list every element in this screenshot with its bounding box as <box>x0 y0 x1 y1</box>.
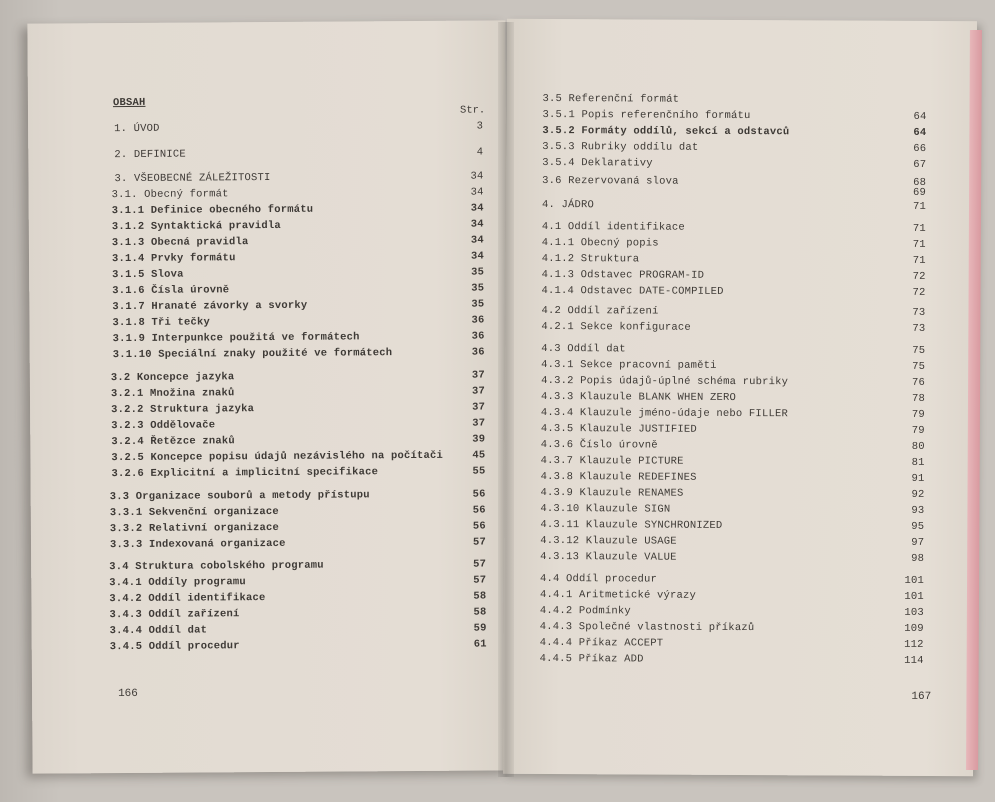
book-gutter <box>498 22 514 777</box>
toc-entry-title: 3.1.6 Čísla úrovně <box>112 284 230 298</box>
toc-entry-page: 35 <box>471 282 485 295</box>
toc-entry-title: 4.3.9 Klauzule RENAMES <box>540 486 684 500</box>
toc-entry <box>30 433 508 449</box>
toc-entry <box>506 236 976 251</box>
toc-entry-page: 36 <box>471 330 485 343</box>
toc-entry-title: 3.4.2 Oddíl identifikace <box>109 592 266 606</box>
toc-entry <box>506 268 976 283</box>
toc-entry-page: 81 <box>911 456 925 469</box>
right-page <box>503 19 977 776</box>
toc-entry-title: 3.1.10 Speciální znaky použité ve formátech <box>112 347 393 362</box>
toc-entry-title: 4.1.1 Obecný popis <box>541 236 659 250</box>
toc-entry <box>30 346 508 362</box>
toc-entry-page: 45 <box>472 449 486 462</box>
toc-entry-title: 3.3.3 Indexovaná organizace <box>109 537 286 552</box>
toc-entry <box>505 304 975 319</box>
toc-entry-title: 1. ÚVOD <box>114 122 160 136</box>
toc-entry <box>504 588 974 603</box>
toc-entry <box>506 124 976 139</box>
toc-entry-page: 57 <box>473 574 487 587</box>
toc-entry <box>506 252 976 267</box>
toc-entry <box>505 374 975 389</box>
toc-entry <box>507 92 977 106</box>
toc-entry-page: 73 <box>912 322 926 335</box>
toc-entry <box>32 638 510 654</box>
toc-entry-title: 4.1.3 Odstavec PROGRAM-ID <box>541 268 705 282</box>
toc-entry-title: 3.6 Rezervovaná slova <box>542 174 679 188</box>
toc-entry-page: 35 <box>471 266 485 279</box>
toc-entry-page: 34 <box>470 234 484 247</box>
toc-entry-page: 36 <box>471 314 485 327</box>
toc-entry <box>504 502 974 517</box>
toc-entry-title: 3.4.5 Oddíl procedur <box>109 640 240 654</box>
toc-entry <box>505 454 975 469</box>
toc-entry <box>31 504 509 520</box>
toc-entry-title: 3.5.2 Formáty oddílů, sekcí a odstavců <box>542 124 790 139</box>
toc-entry-title: 3.1.3 Obecná pravidla <box>111 236 249 250</box>
toc-entry-page: 3 <box>476 120 484 133</box>
toc-entry-title: 4.3.4 Klauzule jméno-údaje nebo FILLER <box>540 406 788 421</box>
toc-entry <box>505 406 975 421</box>
toc-entry <box>507 108 977 123</box>
toc-entry-page: 71 <box>912 200 927 213</box>
toc-entry-page: 64 <box>913 126 927 139</box>
toc-entry-page: 93 <box>911 504 925 517</box>
toc-entry-title: 3.1.7 Hranaté závorky a svorky <box>112 299 308 314</box>
toc-entry-title: 3.2.3 Oddělovače <box>111 419 216 433</box>
toc-entry-title: 4.3 Oddíl dat <box>541 342 626 356</box>
toc-entry-page: 109 <box>904 622 924 635</box>
toc-entry-title: 3.2.5 Koncepce popisu údajů nezávislého na počítači <box>111 449 444 465</box>
toc-entry <box>29 282 507 298</box>
toc-entry-title: 4.3.1 Sekce pracovní paměti <box>541 358 717 372</box>
toc-entry <box>504 620 974 635</box>
toc-entry-page: 34 <box>470 186 484 199</box>
toc-entry-title: 3.4.4 Oddíl dat <box>109 624 208 638</box>
toc-entry-title: 4.2 Oddíl zařízení <box>541 304 659 318</box>
toc-entry-title: 3.5 Referenční formát <box>542 92 680 106</box>
toc-entry-page: 91 <box>911 472 925 485</box>
toc-entry-page: 37 <box>472 417 486 430</box>
toc-entry-title: 3.1.4 Prvky formátu <box>111 252 236 266</box>
toc-entry <box>30 417 508 433</box>
toc-entry-title: 3.2.4 Řetězce znaků <box>111 435 235 449</box>
toc-entry <box>29 186 507 202</box>
toc-entry <box>29 234 507 250</box>
toc-entry-title: 4.4.1 Aritmetické výrazy <box>539 588 697 602</box>
toc-entry <box>31 520 509 536</box>
toc-entry <box>28 120 506 136</box>
toc-entry-title: 3.1.2 Syntaktická pravidla <box>111 219 281 234</box>
toc-entry <box>29 314 507 330</box>
toc-entry <box>30 330 508 346</box>
toc-entry-title: 4.3.8 Klauzule REDEFINES <box>540 470 697 484</box>
toc-entry <box>28 146 506 162</box>
toc-entry-title: 3.2.2 Struktura jazyka <box>111 403 255 417</box>
toc-entry-title: 3.1.8 Tři tečky <box>112 316 211 330</box>
toc-entry-title: 4.1.2 Struktura <box>541 252 640 266</box>
toc-entry <box>506 220 976 235</box>
toc-entry-title: 4.3.5 Klauzule JUSTIFIED <box>540 422 697 436</box>
toc-entry-page: 56 <box>472 520 486 533</box>
toc-entry-page: 98 <box>911 552 925 565</box>
toc-entry-title: 4.3.11 Klauzule SYNCHRONIZED <box>540 518 723 532</box>
toc-entry-title: 3.2 Koncepce jazyka <box>110 371 235 385</box>
toc-entry <box>30 465 508 481</box>
toc-entry <box>504 636 974 651</box>
toc-entry-page: 58 <box>473 590 487 603</box>
toc-entry-title: 3.3 Organizace souborů a metody přístupu <box>109 489 370 504</box>
toc-entry-page: 75 <box>912 344 926 357</box>
toc-entry-title: 3.3.1 Sekvenční organizace <box>109 505 279 520</box>
toc-entry-page: 57 <box>473 558 487 571</box>
toc-entry <box>29 266 507 282</box>
toc-entry-title: 3.5.1 Popis referenčního formátu <box>542 108 751 123</box>
toc-entry-page: 34 <box>470 202 484 215</box>
toc-entry <box>506 284 976 299</box>
toc-entry <box>29 298 507 314</box>
toc-entry-page: 59 <box>473 622 487 635</box>
toc-entry-page: 34 <box>470 218 484 231</box>
toc-entry-page: 101 <box>904 590 924 603</box>
toc-entry <box>30 449 508 465</box>
toc-entry-page: 39 <box>472 433 486 446</box>
toc-entry-page: 56 <box>472 504 486 517</box>
toc-entry <box>504 534 974 549</box>
toc-entry-page: 67 <box>913 158 927 171</box>
toc-entry-page: 56 <box>472 488 486 501</box>
toc-entry <box>29 250 507 266</box>
toc-entry-page: 66 <box>913 142 927 155</box>
toc-entry-page: 71 <box>912 238 926 251</box>
toc-entry-page: 55 <box>472 465 486 478</box>
toc-entry-page: 97 <box>911 536 925 549</box>
toc-entry <box>30 401 508 417</box>
toc-entry-title: 4.3.10 Klauzule SIGN <box>540 502 671 516</box>
toc-entry-page: 103 <box>904 606 924 619</box>
toc-entry-title: 3.5.4 Deklarativy <box>542 156 653 170</box>
toc-entry-title: 4.3.7 Klauzule PICTURE <box>540 454 684 468</box>
toc-entry-title: 3.4.3 Oddíl zařízení <box>109 608 240 622</box>
toc-entry-page: 37 <box>471 369 485 382</box>
toc-entry-page: 37 <box>472 401 486 414</box>
toc-entry-title: 3.4.1 Oddíly programu <box>109 576 246 590</box>
toc-entry-title: 4.3.6 Číslo úrovně <box>540 438 658 452</box>
toc-entry <box>504 572 974 587</box>
toc-entry <box>28 170 506 186</box>
toc-entry <box>505 342 975 357</box>
toc-entry-title: 4.3.12 Klauzule USAGE <box>540 534 677 548</box>
toc-entry-page: 72 <box>912 286 926 299</box>
toc-entry-page: 71 <box>912 222 926 235</box>
toc-entry-page: 79 <box>911 424 925 437</box>
toc-entry <box>504 604 974 619</box>
toc-entry <box>31 488 509 504</box>
toc-entry-title: 3.1.5 Slova <box>112 268 184 282</box>
toc-entry <box>506 198 976 213</box>
toc-entry <box>505 422 975 437</box>
toc-entry-title: 4.3.13 Klauzule VALUE <box>540 550 677 564</box>
toc-entry <box>505 486 975 501</box>
toc-entry-page: 101 <box>904 574 925 587</box>
toc-entry-title: 3.1.9 Interpunkce použitá ve formátech <box>112 331 360 346</box>
toc-entry-page: 92 <box>911 488 925 501</box>
toc-entry <box>505 438 975 453</box>
toc-entry <box>31 606 509 622</box>
toc-entry-page: 78 <box>911 392 926 405</box>
toc-entry <box>31 558 509 574</box>
toc-entry-page: 64 <box>913 110 927 123</box>
toc-entry <box>505 390 975 405</box>
toc-entry-page: 36 <box>471 346 485 359</box>
toc-entry-page: 72 <box>912 270 926 283</box>
toc-entry-title: 3. VŠEOBECNÉ ZÁLEŽITOSTI <box>114 171 271 186</box>
left-page <box>27 20 510 773</box>
toc-entry-page: 80 <box>911 440 925 453</box>
toc-entry-page: 73 <box>912 306 926 319</box>
toc-entry <box>31 574 509 590</box>
toc-entry-title: 2. DEFINICE <box>114 148 186 162</box>
toc-entry-page: 76 <box>912 376 926 389</box>
toc-entry <box>504 550 974 565</box>
contents-heading: OBSAH <box>112 96 146 110</box>
toc-entry-page: 95 <box>911 520 925 533</box>
toc-entry-page: 71 <box>912 254 926 267</box>
toc-entry-page: 68 <box>913 176 927 189</box>
toc-entry-title: 4.4.2 Podmínky <box>539 604 631 618</box>
toc-entry <box>504 518 974 533</box>
toc-entry <box>29 218 507 234</box>
toc-entry-title: 4. JÁDRO <box>541 198 595 212</box>
toc-entry-page: 61 <box>473 638 487 651</box>
toc-entry <box>32 622 510 638</box>
toc-entry-title: 3.1. Obecný formát <box>111 188 229 202</box>
toc-entry-page: 79 <box>911 408 925 421</box>
toc-entry-title: 3.5.3 Rubriky oddílu dat <box>542 140 699 154</box>
page-column-label: Str. <box>459 104 486 117</box>
toc-entry-title: 4.4 Oddíl procedur <box>540 572 658 586</box>
toc-entry <box>506 140 976 155</box>
toc-entry-title: 4.4.4 Příkaz ACCEPT <box>539 636 664 650</box>
toc-entry-title: 4.1 Oddíl identifikace <box>541 220 685 234</box>
toc-entry <box>30 369 508 385</box>
toc-entry <box>29 202 507 218</box>
toc-entry-page: 114 <box>904 654 924 667</box>
toc-entry <box>506 156 976 171</box>
right-toc-list <box>507 19 977 667</box>
toc-entry-title: 4.3.2 Popis údajů-úplné schéma rubriky <box>541 374 789 389</box>
toc-entry-title: 3.3.2 Relativní organizace <box>109 521 279 536</box>
toc-entry-page: 75 <box>912 360 926 373</box>
toc-entry <box>505 470 975 485</box>
toc-entry-title: 3.2.1 Množina znaků <box>110 387 235 401</box>
toc-entry-title: 4.1.4 Odstavec DATE-COMPILED <box>541 284 724 298</box>
left-folio: 166 <box>118 687 138 701</box>
page-edge <box>966 30 982 770</box>
toc-entry-page: 37 <box>471 385 486 398</box>
toc-entry-page: 112 <box>904 638 924 651</box>
toc-entry-title: 4.3.3 Klauzule BLANK WHEN ZERO <box>540 390 737 404</box>
toc-entry <box>31 536 509 552</box>
toc-entry-page: 34 <box>470 170 484 183</box>
toc-entry <box>504 652 974 667</box>
toc-entry-title: 4.4.3 Společné vlastnosti příkazů <box>539 620 755 635</box>
toc-entry-title: 4.4.5 Příkaz ADD <box>539 652 644 666</box>
toc-entry-page: 4 <box>476 146 484 159</box>
toc-entry-page: 35 <box>471 298 485 311</box>
toc-entry <box>31 590 509 606</box>
toc-entry <box>505 358 975 373</box>
toc-entry-title: 3.4 Struktura cobolského programu <box>109 559 324 574</box>
right-folio: 167 <box>911 690 932 704</box>
toc-entry-page: 58 <box>473 606 487 619</box>
toc-entry <box>30 385 508 401</box>
toc-entry-page: 34 <box>470 250 485 263</box>
toc-entry-page: 69 <box>913 186 927 199</box>
toc-entry-title: 4.2.1 Sekce konfigurace <box>541 320 691 334</box>
toc-entry-title: 3.2.6 Explicitní a implicitní specifikace <box>111 466 379 481</box>
toc-entry <box>506 174 976 189</box>
toc-entry <box>505 320 975 335</box>
toc-entry-page: 57 <box>472 536 487 549</box>
toc-entry-title: 3.1.1 Definice obecného formátu <box>111 203 314 218</box>
